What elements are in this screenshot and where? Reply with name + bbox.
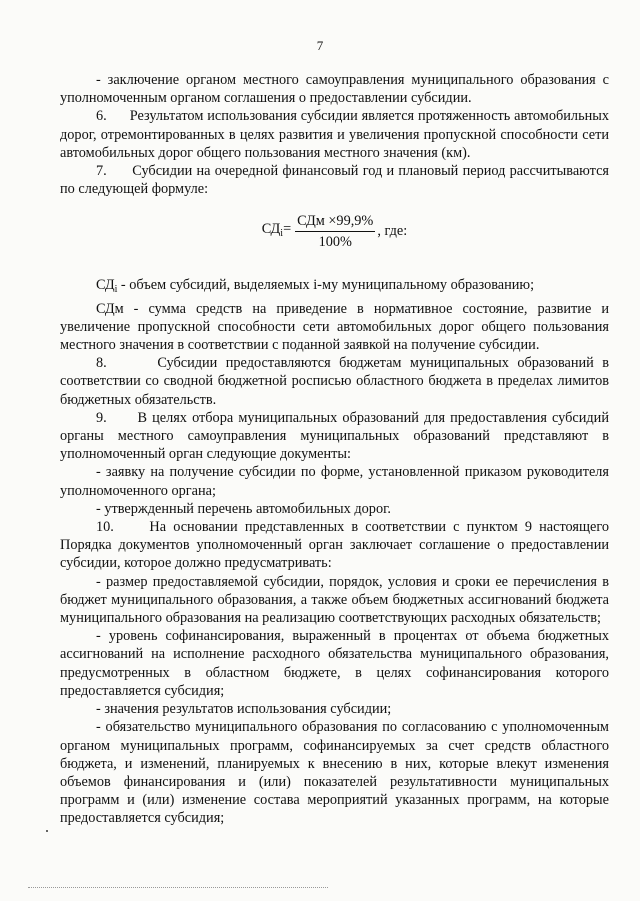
formula-numerator: СДм ×99,9%	[295, 212, 375, 232]
paragraph-10-item-size: - размер предоставляемой субсидии, порядок, условия и сроки ее перечисления в бюджет муниципального образования, а также объем бюджетных ассигнований бюджета муниципального образования на реализацию соответствующих расходных обязательств;	[60, 573, 609, 627]
scan-edge-line	[28, 887, 328, 888]
formula-equals: =	[283, 220, 292, 237]
page-number: 7	[316, 38, 324, 53]
document-body	[60, 71, 609, 828]
definition-sdi: $СД_i$ - объем субсидий, выделяемых i-му муниципальному образованию;	[96, 277, 535, 296]
paragraph-10-item-obligation: - обязательство муниципального образования по согласованию с уполномоченным органом муниципальных программ, софинансируемых за счет средств областного бюджета, и изменений, планируемых к внесению в них, которые влекут изменения объемов финансирования и (или) показателей результативности муниципальных программ и (или) изменение состава мероприятий указанных программ, на которые предоставляется субсидия;	[60, 719, 609, 827]
paragraph-9: 9. В целях отбора муниципальных образований для предоставления субсидий органы местного самоуправления муниципальных образований представляют в уполномоченный орган следующие документы:	[60, 409, 609, 463]
paragraph-6: 6. Результатом использования субсидии является протяженность автомобильных дорог, отремонтированных в целях развития и увеличения пропускной способности сети автомобильных дорог общего пользования местного значения (км).	[60, 108, 609, 161]
paragraph-agreement-conclusion: - заключение органом местного самоуправления муниципального образования с уполномоченным органом соглашения о предоставлении субсидии.	[60, 72, 609, 107]
subsidy-formula	[60, 198, 609, 264]
paragraph-10-item-cofinancing: - уровень софинансирования, выраженный в процентах от объема бюджетных ассигнований на исполнение расходного обязательства муниципального образования, предусмотренных в областном бюджете, в целях софинансирования которого предоставляется субсидия;	[60, 628, 609, 699]
paragraph-10: 10. На основании представленных в соответствии с пунктом 9 настоящего Порядка документов уполномоченный орган заключает соглашение о предоставлении субсидии, которое должно предусматривать:	[60, 519, 609, 572]
formula-lhs: $СД_i=$	[261, 220, 292, 239]
formula-fraction	[295, 212, 375, 251]
paragraph-8: 8. Субсидии предоставляются бюджетам муниципальных образований в соответствии со сводной бюджетной росписью областного бюджета в пределах лимитов бюджетных обязательств.	[60, 355, 609, 408]
paragraph-9-item-road-list: - утвержденный перечень автомобильных дорог.	[96, 500, 391, 517]
formula-suffix: , где:	[377, 223, 408, 240]
paragraph-9-item-application: - заявку на получение субсидии по форме, установленной приказом руководителя уполномоченного органа;	[60, 464, 609, 499]
scan-speck	[46, 830, 48, 832]
formula-denominator: 100%	[318, 233, 352, 250]
formula-lhs-subscript: i	[280, 227, 284, 239]
definition-sdi-subscript: i	[114, 284, 118, 296]
definition-sdm: СДм - сумма средств на приведение в нормативное состояние, развитие и увеличение пропускной способности сети автомобильных дорог общего пользования местного значения в соответствии с поданной заявкой на получение субсидии.	[60, 300, 609, 354]
spacer	[60, 264, 609, 276]
paragraph-10-item-results: - значения результатов использования субсидии;	[96, 701, 392, 718]
paragraph-7: 7. Субсидии на очередной финансовый год и плановый период рассчитываются по следующей формуле:	[60, 163, 609, 198]
